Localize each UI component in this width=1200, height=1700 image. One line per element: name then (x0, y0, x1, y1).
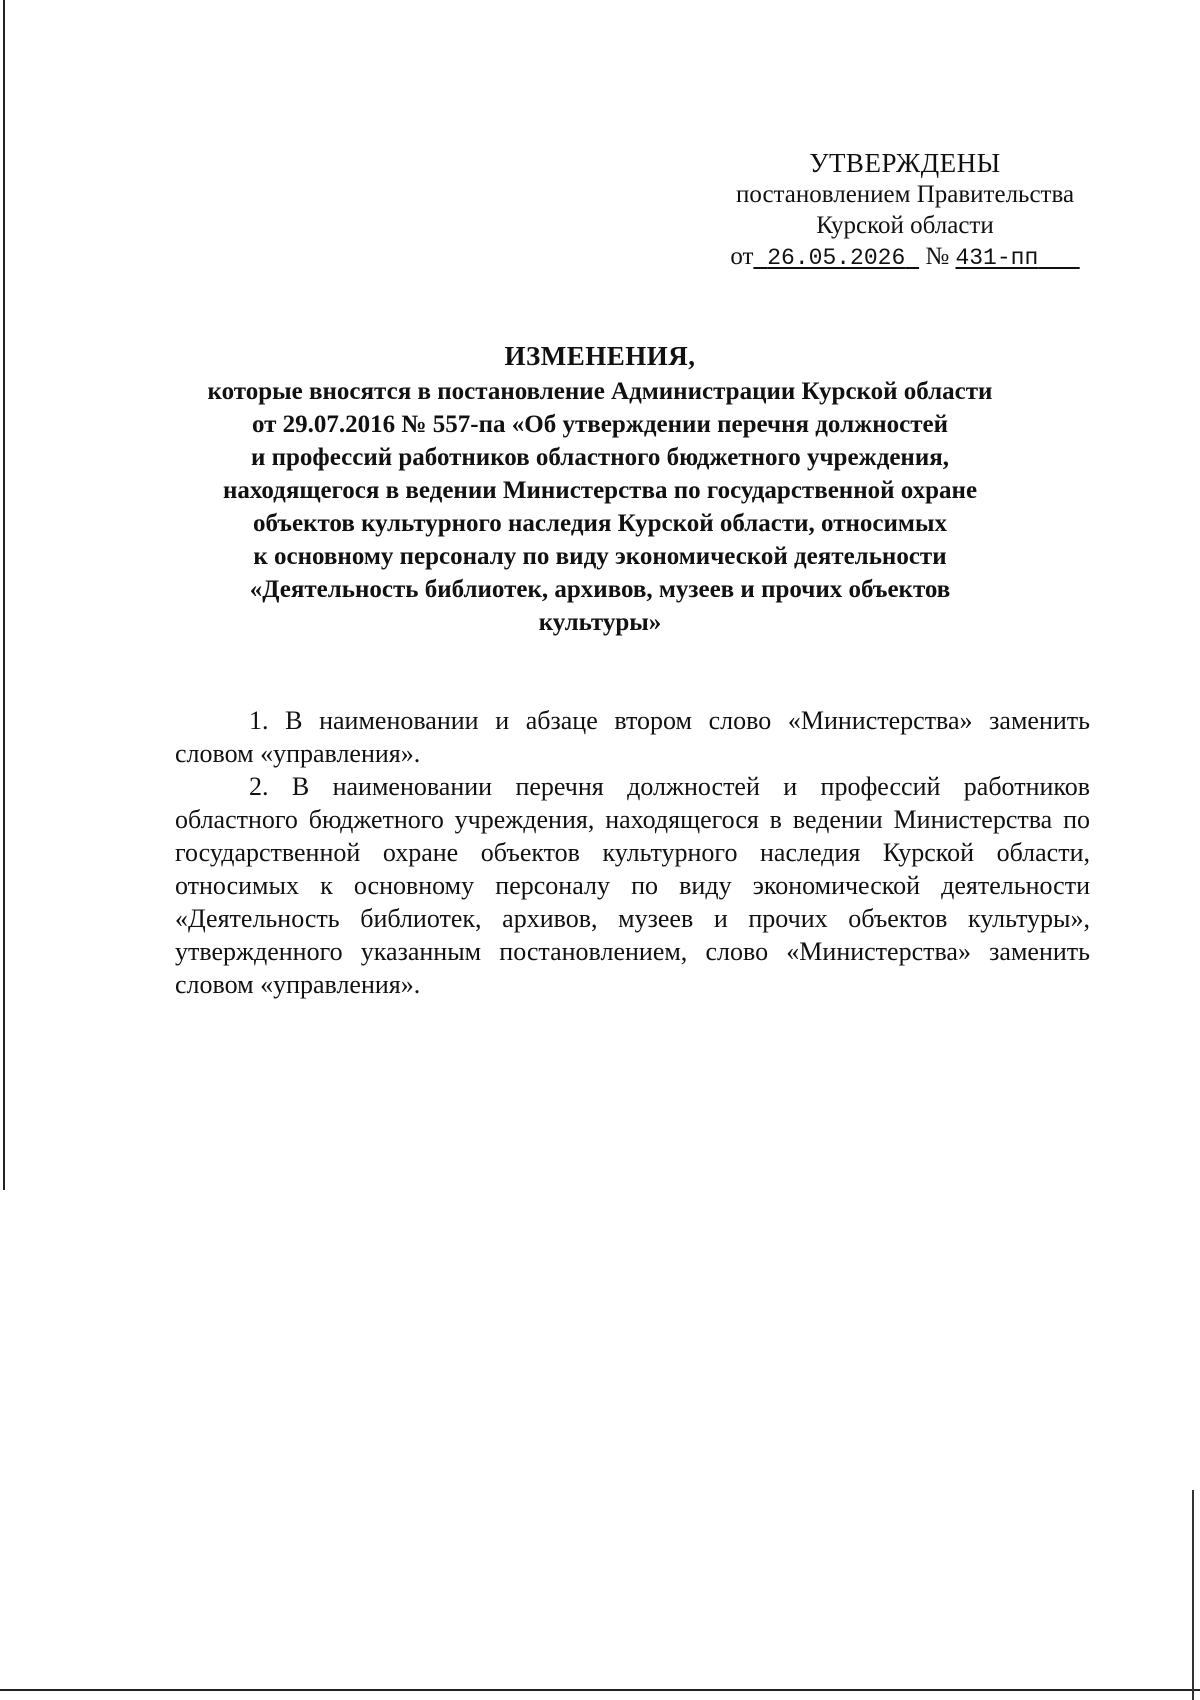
approval-number-value: 431-пп (955, 245, 1039, 271)
approval-heading: УТВЕРЖДЕНЫ (809, 148, 1001, 178)
subtitle-line-1: которые вносятся в постановление Администрации Курской области (207, 378, 993, 405)
document-title-block (150, 340, 1050, 639)
scan-border-right (1192, 1490, 1194, 1700)
document-body (175, 704, 1090, 1001)
paragraph-1: 1. В наименовании и абзаце втором слово «Министерства» заменить словом «управления». (175, 706, 1090, 768)
subtitle-line-7: «Деятельность библиотек, архивов, музеев и прочих объектов (249, 576, 951, 603)
date-prefix: от (730, 243, 754, 270)
number-sign: № (925, 243, 950, 270)
approval-number (955, 245, 1079, 271)
paragraph-2: 2. В наименовании перечня должностей и профессий работников областного бюджетного учреждения, находящегося в ведении Министерства по государственной охране объектов культурного наследия Курской области, относимых к основному персоналу по виду экономической деятельности «Деятельность библиотек, архивов, музеев и прочих объектов культуры», утвержденного указанным постановлением, слово «Министерства» заменить словом «управления». (175, 772, 1090, 999)
approval-block (690, 148, 1120, 274)
subtitle-line-3: и профессий работников областного бюджетного учреждения, (250, 444, 950, 471)
approval-date-line (690, 241, 1120, 274)
subtitle-line-2: от 29.07.2016 № 557-па «Об утверждении перечня должностей (251, 411, 949, 438)
subtitle-line-4: находящегося в ведении Министерства по государственной охране (222, 477, 978, 504)
approval-line-1: постановлением Правительства (735, 181, 1075, 208)
approval-date (753, 245, 919, 271)
scan-border-bottom (0, 1689, 1200, 1691)
subtitle-line-5: объектов культурного наследия Курской области, относимых (253, 510, 947, 537)
subtitle-line-6: к основному персоналу по виду экономической деятельности (253, 543, 947, 570)
subtitle-line-8: культуры» (538, 609, 662, 636)
approval-date-value: 26.05.2026 (767, 245, 906, 271)
scan-border-left (3, 0, 5, 1190)
document-title: ИЗМЕНЕНИЯ, (504, 341, 696, 371)
approval-line-2: Курской области (816, 212, 994, 239)
